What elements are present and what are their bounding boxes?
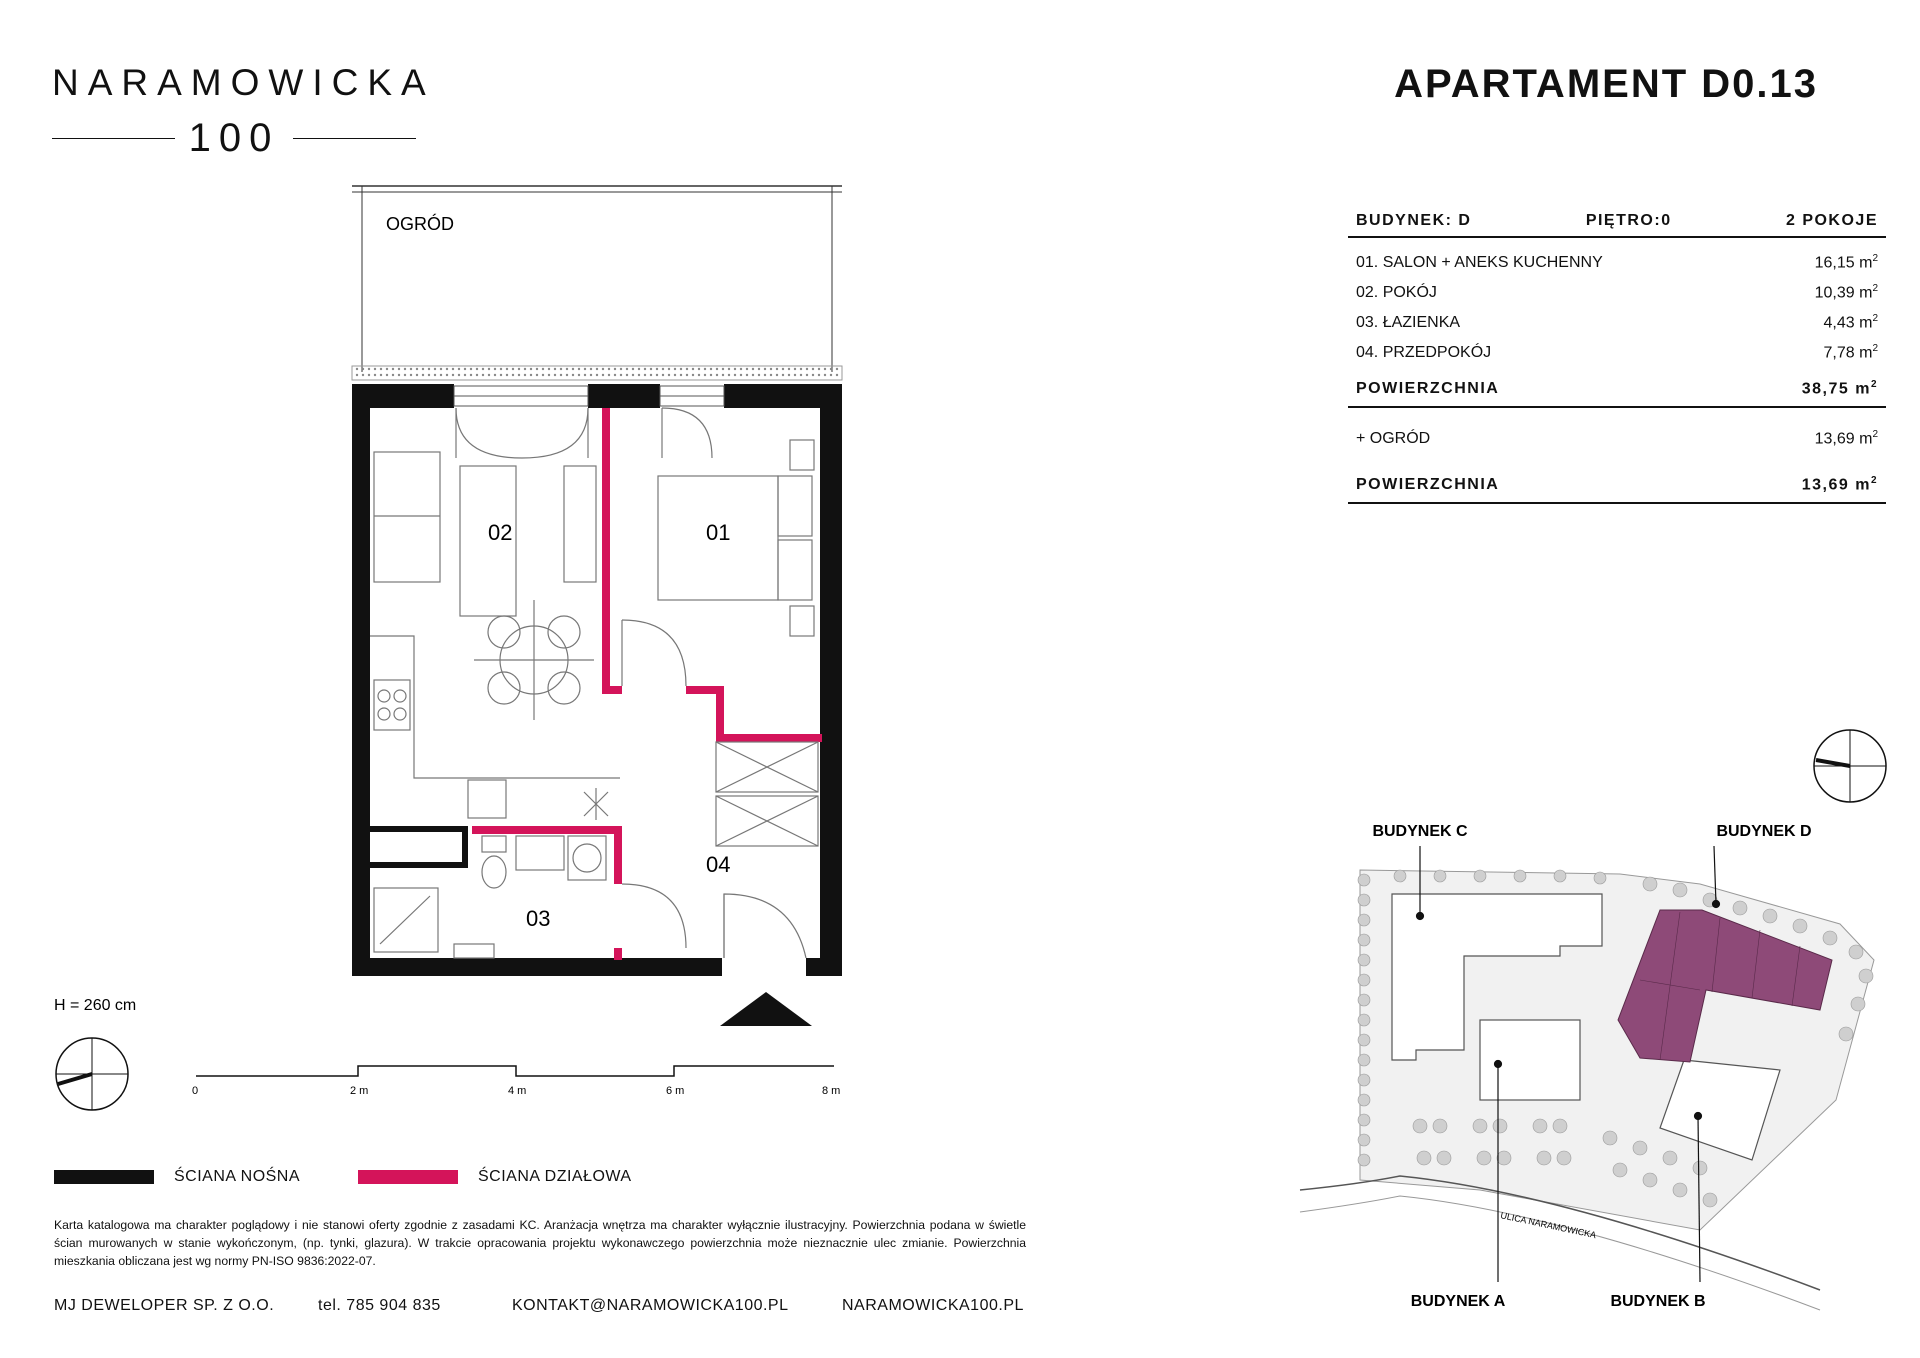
room-04-label: 04 [706, 852, 731, 877]
footer-website[interactable]: NARAMOWICKA100.PL [842, 1297, 1024, 1314]
room-area: 4,43 $m^2$ [1823, 313, 1878, 332]
scale-tick-label: 8 m [822, 1085, 841, 1097]
room-label: 03. ŁAZIENKA [1356, 314, 1461, 331]
compass-icon [56, 1038, 128, 1110]
bearing-walls [352, 384, 842, 976]
scale-tick-label: 4 m [508, 1085, 527, 1097]
bearing-wall-label: ŚCIANA NOŚNA [174, 1168, 301, 1185]
street-label: ULICA NARAMOWICKA [1499, 1210, 1598, 1241]
rooms-count-label: 2 POKOJE [1785, 212, 1878, 229]
entrance-arrow-icon [720, 992, 812, 1026]
partition-wall-label: ŚCIANA DZIAŁOWA [478, 1168, 632, 1185]
partition-walls [472, 408, 822, 960]
legend-bearing [54, 1168, 300, 1186]
compass-icon [1814, 730, 1886, 802]
room-label: 04. PRZEDPOKÓJ [1356, 344, 1492, 361]
garden-label-plan: OGRÓD [386, 214, 455, 234]
building-label: BUDYNEK: D [1356, 212, 1472, 229]
logo-name: NARAMOWICKA [52, 62, 435, 103]
room-02-label: 02 [488, 520, 513, 545]
bearing-wall-swatch [54, 1170, 154, 1184]
garden-area: 13,69 $m^2$ [1814, 429, 1878, 448]
room-area: 10,39 $m^2$ [1814, 283, 1878, 302]
furniture [370, 408, 818, 958]
total2-area-label: POWIERZCHNIA [1356, 476, 1500, 493]
partition-wall-swatch [358, 1170, 458, 1184]
footer-company: MJ DEWELOPER SP. Z O.O. [54, 1297, 275, 1314]
site-plan [1300, 730, 1886, 1310]
floor-label: PIĘTRO:0 [1585, 212, 1672, 229]
scale-bar [192, 1066, 840, 1097]
logo-number: 100 [188, 116, 280, 160]
building-a-label: BUDYNEK A [1410, 1293, 1506, 1310]
height-label: H = 260 cm [54, 997, 137, 1014]
room-area: 7,78 $m^2$ [1823, 343, 1878, 362]
apartment-title: APARTAMENT D0.13 [1394, 62, 1818, 106]
room-03-label: 03 [526, 906, 551, 931]
building-c-label: BUDYNEK C [1372, 823, 1468, 840]
total-area-label: POWIERZCHNIA [1356, 380, 1500, 397]
disclaimer-text: Karta katalogowa ma charakter poglądowy i nie stanowi oferty zgodnie z zasadami KC. Aranżacja wnętrza ma charakter wyłącznie ilustracyjny. Powierzchnia podana w świetle ścian murowanych w stanie wykończonym, (np. tynki, glazura). W trakcie opracowania projektu wykonawczego powierzchnia może nieznacznie ulec zmianie. Powierzchnia mieszkania obliczana jest wg normy PN-ISO 9836:2022-07. [54, 1218, 1026, 1268]
room-01-label: 01 [706, 520, 731, 545]
room-label: 02. POKÓJ [1356, 284, 1437, 301]
room-area: 16,15 $m^2$ [1814, 253, 1878, 272]
total2-area-value: 13,69 $m^2$ [1801, 475, 1878, 494]
footer-email[interactable]: KONTAKT@NARAMOWICKA100.PL [512, 1297, 789, 1314]
footer-phone[interactable]: tel. 785 904 835 [318, 1297, 441, 1314]
legend-partition [358, 1168, 632, 1186]
building-d-label: BUDYNEK D [1716, 823, 1812, 840]
building-b-label: BUDYNEK B [1610, 1293, 1706, 1310]
scale-tick-label: 6 m [666, 1085, 685, 1097]
scale-tick-label: 0 [192, 1085, 199, 1097]
total-area-value: 38,75 $m^2$ [1801, 379, 1878, 398]
scale-tick-label: 2 m [350, 1085, 369, 1097]
garden-label: + OGRÓD [1356, 430, 1431, 447]
room-label: 01. SALON + ANEKS KUCHENNY [1356, 254, 1603, 271]
